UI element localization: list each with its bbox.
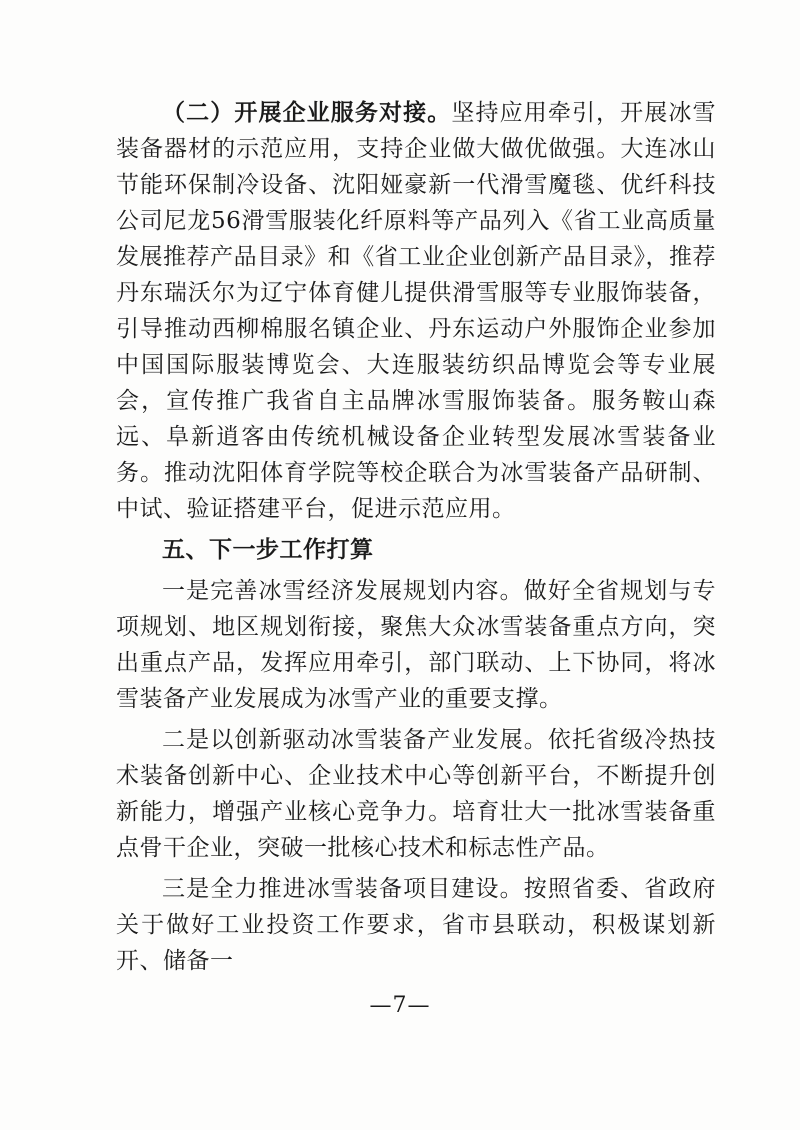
section-5-heading: 五、下一步工作打算 [162, 536, 374, 563]
paragraph-item-1 [116, 573, 716, 717]
item-1-body: 完善冰雪经济发展规划内容。做好全省规划与专项规划、地区规划衔接，聚焦大众冰雪装备重点方向，突出重点产品，发挥应用牵引，部门联动、上下协同，将冰雪装备产业发展成为冰雪产业的重要支撑。 [116, 578, 717, 712]
section-2-body: 坚持应用牵引，开展冰雪装备器材的示范应用，支持企业做大做优做强。大连冰山节能环保制冷设备、沈阳娅豪新一代滑雪魔毯、优纤科技公司尼龙56滑雪服装化纤原料等产品列入《省工业高质量发展推荐产品目录》和《省工业企业创新产品目录》，推荐丹东瑞沃尔为辽宁体育健儿提供滑雪服等专业服饰装备，引导推动西柳棉服名镇企业、丹东运动户外服饰企业参加中国国际服装博览会、大连服装纺织品博览会等专业展会，宣传推广我省自主品牌冰雪服饰装备。服务鞍山森远、阜新逍客由传统机械设备企业转型发展冰雪装备业务。推动沈阳体育学院等校企联合为冰雪装备产品研制、中试、验证搭建平台，促进示范应用。 [116, 100, 717, 522]
paragraph-section-2 [116, 95, 716, 527]
document-body [116, 95, 716, 984]
section-2-lead: （二）开展企业服务对接。 [162, 99, 452, 126]
item-3-lead: 三是 [162, 876, 211, 902]
page-number: —7— [369, 993, 431, 1018]
item-3-body: 全力推进冰雪装备项目建设。按照省委、省政府关于做好工业投资工作要求，省市县联动，积极谋划新开、储备一 [116, 876, 717, 974]
item-2-lead: 二是 [162, 727, 211, 753]
paragraph-item-3 [116, 871, 716, 979]
item-1-lead: 一是 [162, 578, 211, 604]
item-2-body: 以创新驱动冰雪装备产业发展。依托省级冷热技术装备创新中心、企业技术中心等创新平台，不断提升创新能力，增强产业核心竞争力。培育壮大一批冰雪装备重点骨干企业，突破一批核心技术和标志性产品。 [116, 727, 717, 861]
paragraph-item-2 [116, 722, 716, 866]
